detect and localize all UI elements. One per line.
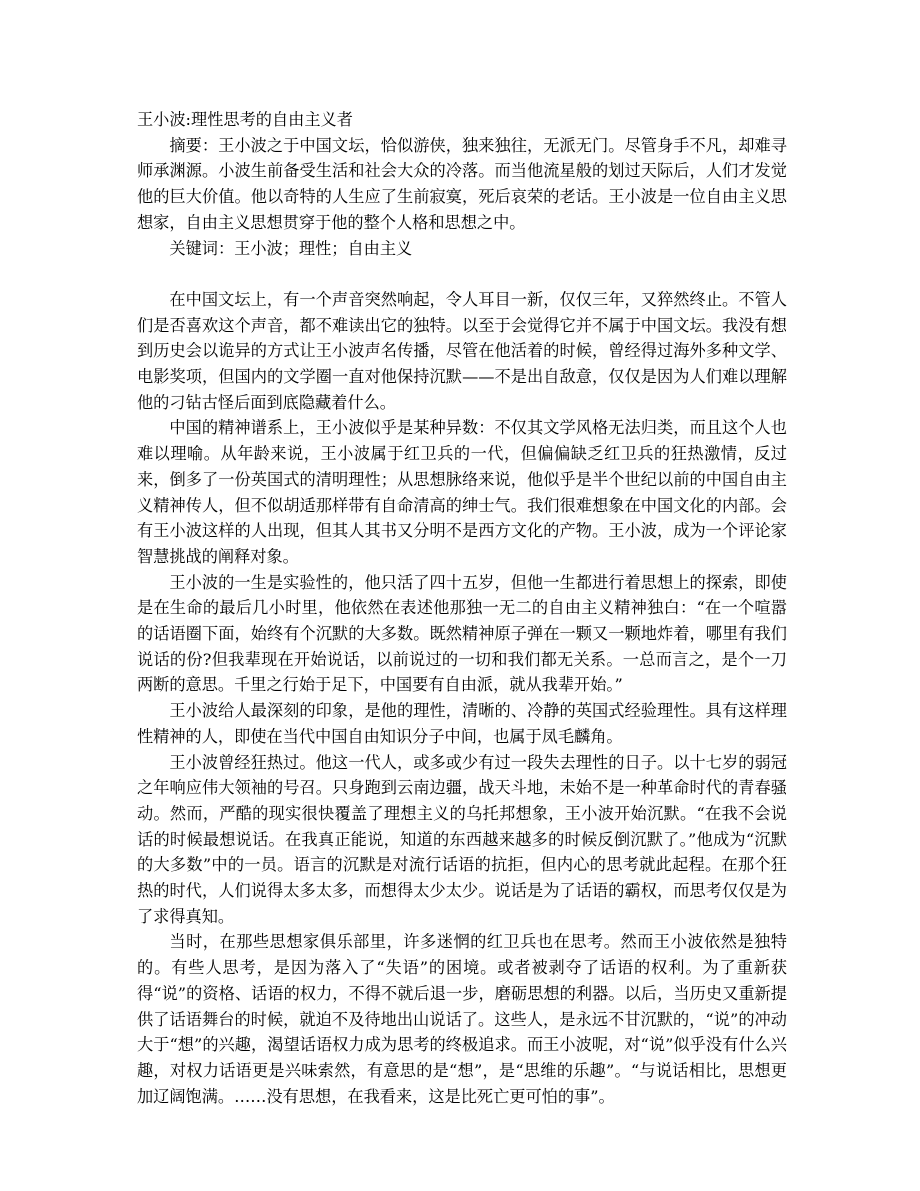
abstract-paragraph: 摘要：王小波之于中国文坛，恰似游侠，独来独往，无派无门。尽管身手不凡，却难寻师承渊源。小波生前备受生活和社会大众的冷落。而当他流星般的划过天际后，人们才发觉他的巨大价值。他以奇特的人生应了生前寂寞，死后哀荣的老话。王小波是一位自由主义思想家，自由主义思想贯穿于他的整个人格和思想之中。 bbox=[137, 135, 787, 232]
body-paragraph: 当时，在那些思想家俱乐部里，许多迷惘的红卫兵也在思考。然而王小波依然是独特的。有些人思考，是因为落入了“失语”的困境。或者被剥夺了话语的权利。为了重新获得“说”的资格、话语的权力，不得不就后退一步，磨砺思想的利器。以后，当历史又重新提供了话语舞台的时候，就迫不及待地出山说话了。这些人，是永远不甘沉默的，“说”的冲动大于“想”的兴趣，渴望话语权力成为思考的终极追求。而王小波呢，对“说”似乎没有什么兴趣，对权力话语更是兴味索然，有意思的是“想”，是“思维的乐趣”。“与说话相比，思想更加辽阔饱满。……没有思想，在我看来，这是比死亡更可怕的事”。 bbox=[137, 932, 787, 1106]
body-paragraph: 在中国文坛上，有一个声音突然响起，令人耳目一新，仅仅三年，又猝然终止。不管人们是否喜欢这个声音，都不难读出它的独特。以至于会觉得它并不属于中国文坛。我没有想到历史会以诡异的方式让王小波声名传播，尽管在他活着的时候，曾经得过海外多种文学、电影奖项，但国内的文学圈一直对他保持沉默——不是出自敌意，仅仅是因为人们难以理解他的刁钻古怪后面到底隐藏着什么。 bbox=[137, 289, 787, 412]
body-paragraph: 中国的精神谱系上，王小波似乎是某种异数：不仅其文学风格无法归类，而且这个人也难以理喻。从年龄来说，王小波属于红卫兵的一代，但偏偏缺乏红卫兵的狂热激情，反过来，倒多了一份英国式的清明理性；从思想脉络来说，他似乎是半个世纪以前的中国自由主义精神传人，但不似胡适那样带有自命清高的绅士气。我们很难想象在中国文化的内部。会有王小波这样的人出现，但其人其书又分明不是西方文化的产物。王小波，成为一个评论家智慧挑战的阐释对象。 bbox=[137, 418, 787, 566]
body-paragraph: 王小波给人最深刻的印象，是他的理性，清晰的、冷静的英国式经验理性。具有这样理性精神的人，即使在当代中国自由知识分子中间，也属于凤毛麟角。 bbox=[137, 701, 787, 746]
keywords-line: 关键词：王小波；理性；自由主义 bbox=[169, 238, 413, 258]
blank-line bbox=[137, 261, 787, 287]
document-page bbox=[137, 107, 787, 1109]
body-paragraph: 王小波曾经狂热过。他这一代人，或多或少有过一段失去理性的日子。以十七岁的弱冠之年响应伟大领袖的号召。只身跑到云南边疆，战天斗地，未始不是一种革命时代的青春骚动。然而，严酷的现实很快覆盖了理想主义的乌托邦想象，王小波开始沉默。“在我不会说话的时候最想说话。在我真正能说，知道的东西越来越多的时候反倒沉默了。”他成为“沉默的大多数”中的一员。语言的沉默是对流行话语的抗拒，但内心的思考就此起程。在那个狂热的时代，人们说得太多太多，而想得太少太少。说话是为了话语的霸权，而思考仅仅是为了求得真知。 bbox=[137, 752, 787, 926]
body-paragraph: 王小波的一生是实验性的，他只活了四十五岁，但他一生都进行着思想上的探索，即使是在生命的最后几小时里，他依然在表述他那独一无二的自由主义精神独白：“在一个喧嚣的话语圈下面，始终有个沉默的大多数。既然精神原子弹在一颗又一颗地炸着，哪里有我们说话的份?但我辈现在开始说话，以前说过的一切和我们都无关系。一总而言之，是个一刀两断的意思。千里之行始于足下，中国要有自由派，就从我辈开始。” bbox=[137, 572, 787, 695]
article-title: 王小波:理性思考的自由主义者 bbox=[137, 110, 353, 129]
